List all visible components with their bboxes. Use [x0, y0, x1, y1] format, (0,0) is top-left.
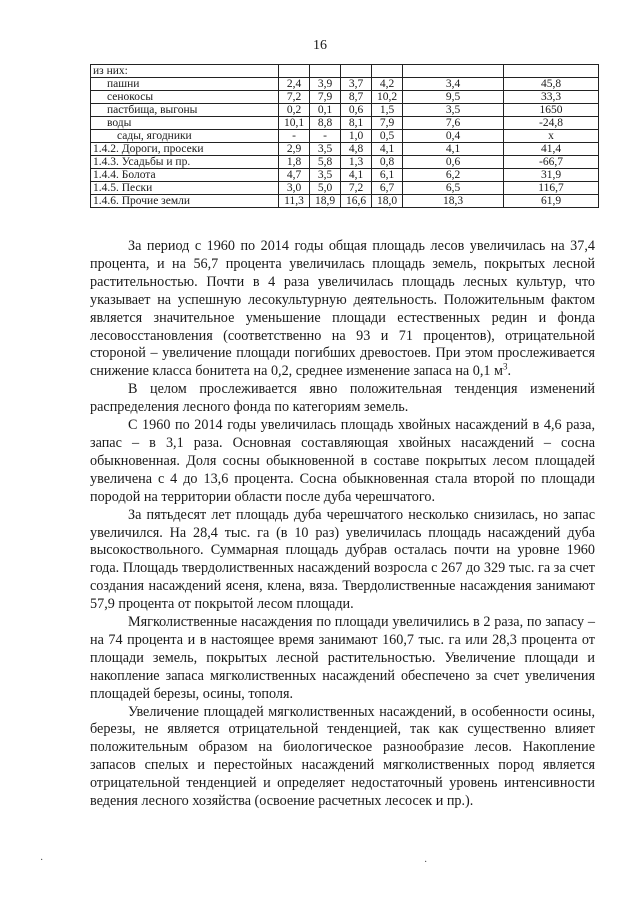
paragraph: За период с 1960 по 2014 годы общая площадь лесов увеличилась на 37,4 процента, и на 56,7 процента увеличилась площадь земель, покрытых лесной растительностью. Почти в 4 раза увеличилась площадь лесных культур, что указывает на успешную лесокультурную деятельность. Положительным фактом является значительное уменьшение площади естественных редин и фонда лесовосстановления (соответственно на 93 и 71 процентов), отрицательной стороной – увеличение площади погибших древостоев. При этом прослеживается снижение класса бонитета на 0,2, среднее изменение запаса на 0,1 $м^3$. [90, 238, 595, 380]
table-cell: 6,1 [372, 169, 403, 182]
table-cell: 7,9 [310, 91, 341, 104]
table-row [91, 156, 599, 169]
table-cell: 1650 [504, 104, 599, 117]
table-cell: -24,8 [504, 117, 599, 130]
table-cell: 0,8 [372, 156, 403, 169]
scan-dot: · [424, 857, 428, 868]
table-row [91, 91, 599, 104]
table-cell: 18,0 [372, 195, 403, 208]
row-label: воды [91, 117, 279, 130]
table-cell: 8,7 [341, 91, 372, 104]
table-cell: 11,3 [279, 195, 310, 208]
table-cell: 4,1 [341, 169, 372, 182]
land-category-table [90, 64, 599, 208]
table-cell: 0,5 [372, 130, 403, 143]
paragraph: За пятьдесят лет площадь дуба черешчатого несколько снизилась, но запас увеличился. На 28,4 тыс. га (в 10 раз) увеличилась площадь насаждений дуба высокоствольного. Суммарная площадь дубрав осталась почти на уровне 1960 года. Площадь твердолиственных насаждений возросла с 267 до 329 тыс. га за счет создания насаждений ясеня, клена, вяза. Твердолиственные насаждения занимают 57,9 процента от покрытой лесом площади. [90, 506, 595, 613]
table-cell: 4,7 [279, 169, 310, 182]
row-label: сенокосы [91, 91, 279, 104]
row-label: 1.4.2. Дороги, просеки [91, 143, 279, 156]
table-cell: 31,9 [504, 169, 599, 182]
table-cell: 2,4 [279, 78, 310, 91]
table-row [91, 117, 599, 130]
table-cell: 16,6 [341, 195, 372, 208]
table-cell: -66,7 [504, 156, 599, 169]
table-cell: 3,9 [310, 78, 341, 91]
table-cell: 6,2 [403, 169, 504, 182]
body-text [90, 238, 595, 811]
table-row [91, 104, 599, 117]
table-cell: 5,8 [310, 156, 341, 169]
row-label: сады, ягодники [91, 130, 279, 143]
row-label: 1.4.5. Пески [91, 182, 279, 195]
table-cell: 0,6 [341, 104, 372, 117]
table-row [91, 130, 599, 143]
table-cell: 7,2 [341, 182, 372, 195]
row-label: 1.4.6. Прочие земли [91, 195, 279, 208]
table-cell: 3,5 [310, 169, 341, 182]
table-cell: 3,7 [341, 78, 372, 91]
table-cell: 7,6 [403, 117, 504, 130]
table-cell: 3,5 [403, 104, 504, 117]
table-cell: 10,2 [372, 91, 403, 104]
table-cell: 8,1 [341, 117, 372, 130]
table-cell: 5,0 [310, 182, 341, 195]
table-cell: - [279, 130, 310, 143]
table-cell: 4,1 [403, 143, 504, 156]
paragraph: С 1960 по 2014 годы увеличилась площадь хвойных насаждений в 4,6 раза, запас – в 3,1 раза. Основная составляющая хвойных насаждений – сосна обыкновенная. Доля сосны обыкновенной в составе покрытых лесом площадей увеличена с 4 до 13,6 процента. Сосна обыкновенная стала второй по площади породой на территории области после дуба черешчатого. [90, 417, 595, 505]
table-row [91, 195, 599, 208]
scan-dot: · [40, 855, 44, 866]
paragraph: В целом прослеживается явно положительная тенденция изменений распределения лесного фонда по категориям земель. [90, 381, 595, 416]
table-row [91, 78, 599, 91]
table-header-row [91, 65, 599, 78]
row-label: 1.4.4. Болота [91, 169, 279, 182]
table-cell: 4,2 [372, 78, 403, 91]
table-cell: 0,4 [403, 130, 504, 143]
row-label: 1.4.3. Усадьбы и пр. [91, 156, 279, 169]
table-cell: 7,2 [279, 91, 310, 104]
table-cell: 18,3 [403, 195, 504, 208]
table-cell: 10,1 [279, 117, 310, 130]
table-header-cell: из них: [91, 65, 279, 78]
table-cell: 45,8 [504, 78, 599, 91]
paragraph: Мягколиственные насаждения по площади увеличились в 2 раза, по запасу – на 74 процента и в настоящее время занимают 160,7 тыс. га или 28,3 процента от площади земель, покрытых лесной растительностью. Увеличение площади и накопление запаса мягколиственных насаждений обеспечено за счет увеличения площадей березы, осины, тополя. [90, 614, 595, 702]
table-cell: 4,1 [372, 143, 403, 156]
table-cell: 4,8 [341, 143, 372, 156]
table-cell: 9,5 [403, 91, 504, 104]
row-label: пашни [91, 78, 279, 91]
row-label: пастбища, выгоны [91, 104, 279, 117]
table-cell: 61,9 [504, 195, 599, 208]
table-cell: 1,5 [372, 104, 403, 117]
unit-superscript: 3 [503, 361, 508, 372]
table-cell: 116,7 [504, 182, 599, 195]
table-cell: 2,9 [279, 143, 310, 156]
table-cell: 0,2 [279, 104, 310, 117]
table-cell: 18,9 [310, 195, 341, 208]
table-cell: 7,9 [372, 117, 403, 130]
table-cell: - [310, 130, 341, 143]
table-cell: 3,4 [403, 78, 504, 91]
table-cell: 6,5 [403, 182, 504, 195]
table-cell: 1,3 [341, 156, 372, 169]
paragraph: Увеличение площадей мягколиственных насаждений, в особенности осины, березы, не является отрицательной тенденцией, так как существенно влияет положительным образом на биологическое разнообразие лесов. Накопление запасов спелых и перестойных насаждений мягколиственных пород является отрицательной тенденцией и определяет недостаточный уровень интенсивности ведения лесного хозяйства (освоение расчетных лесосек и пр.). [90, 703, 595, 810]
table-cell: 0,6 [403, 156, 504, 169]
table-cell: 0,1 [310, 104, 341, 117]
table-cell: 6,7 [372, 182, 403, 195]
table-cell: 41,4 [504, 143, 599, 156]
table-row [91, 143, 599, 156]
table-cell: 1,8 [279, 156, 310, 169]
table-cell: 1,0 [341, 130, 372, 143]
page-number: 16 [313, 38, 327, 53]
table-cell: 8,8 [310, 117, 341, 130]
table-cell: 3,5 [310, 143, 341, 156]
table-cell: 33,3 [504, 91, 599, 104]
table-row [91, 182, 599, 195]
table-row [91, 169, 599, 182]
table-cell: х [504, 130, 599, 143]
table-cell: 3,0 [279, 182, 310, 195]
